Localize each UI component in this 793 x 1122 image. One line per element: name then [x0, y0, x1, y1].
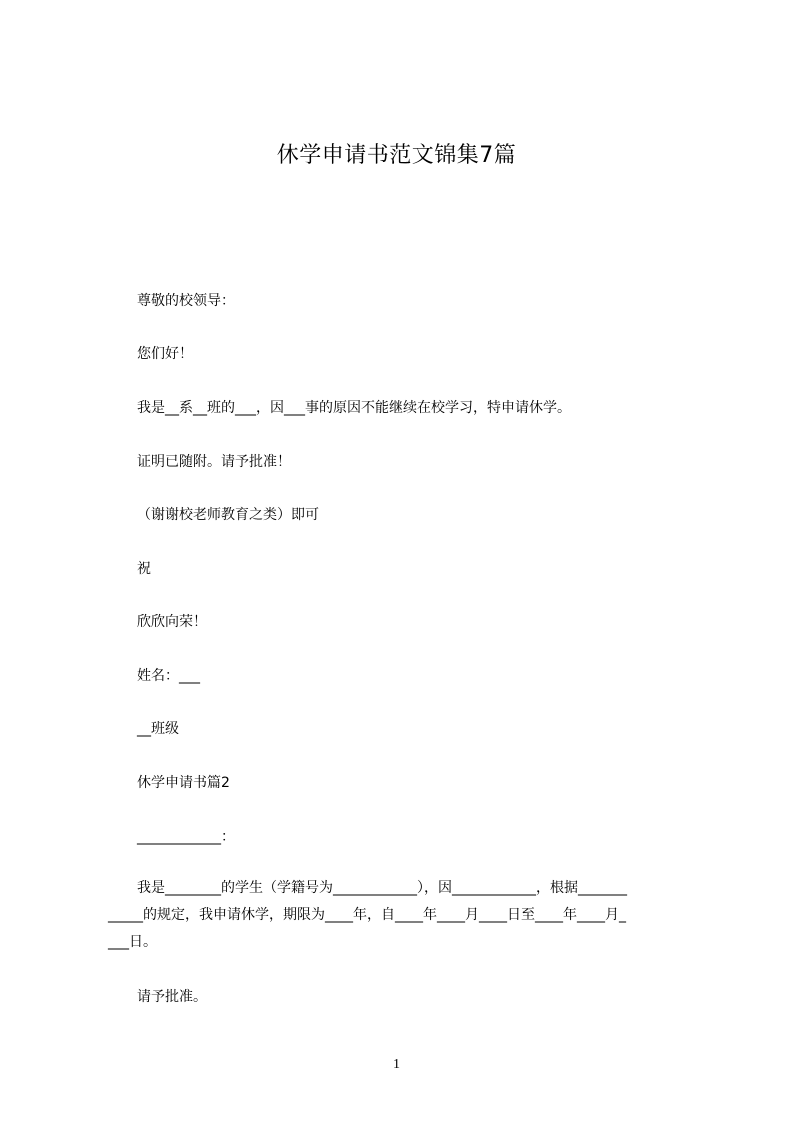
page-number: 1	[393, 1057, 400, 1072]
request-line: 请予批准。	[137, 989, 207, 1005]
paragraph-line-2: _____的规定，我申请休学，期限为____年，自____年____月____日至____年____月_	[108, 907, 626, 923]
name-line: 姓名：___	[137, 668, 200, 684]
addressee-line: ____________：	[137, 829, 235, 845]
proof-line: 证明已随附。请予批准！	[137, 454, 291, 470]
paragraph-line-3: ___日。	[108, 934, 157, 950]
greeting-line: 您们好！	[137, 346, 193, 362]
document-title: 休学申请书范文锦集7篇	[276, 143, 517, 168]
body-line: 我是__系__班的___，因___事的原因不能继续在校学习，特申请休学。	[137, 400, 571, 416]
prosper-line: 欣欣向荣！	[137, 614, 207, 630]
section-heading: 休学申请书篇2	[137, 775, 230, 791]
paragraph-line-1: 我是________的学生（学籍号为____________），因____________，根据_______	[137, 880, 627, 896]
salutation-line: 尊敬的校领导：	[137, 293, 235, 309]
class-line: __班级	[137, 721, 179, 737]
wish-line: 祝	[137, 561, 151, 577]
thanks-line: （谢谢校老师教育之类）即可	[137, 507, 319, 523]
